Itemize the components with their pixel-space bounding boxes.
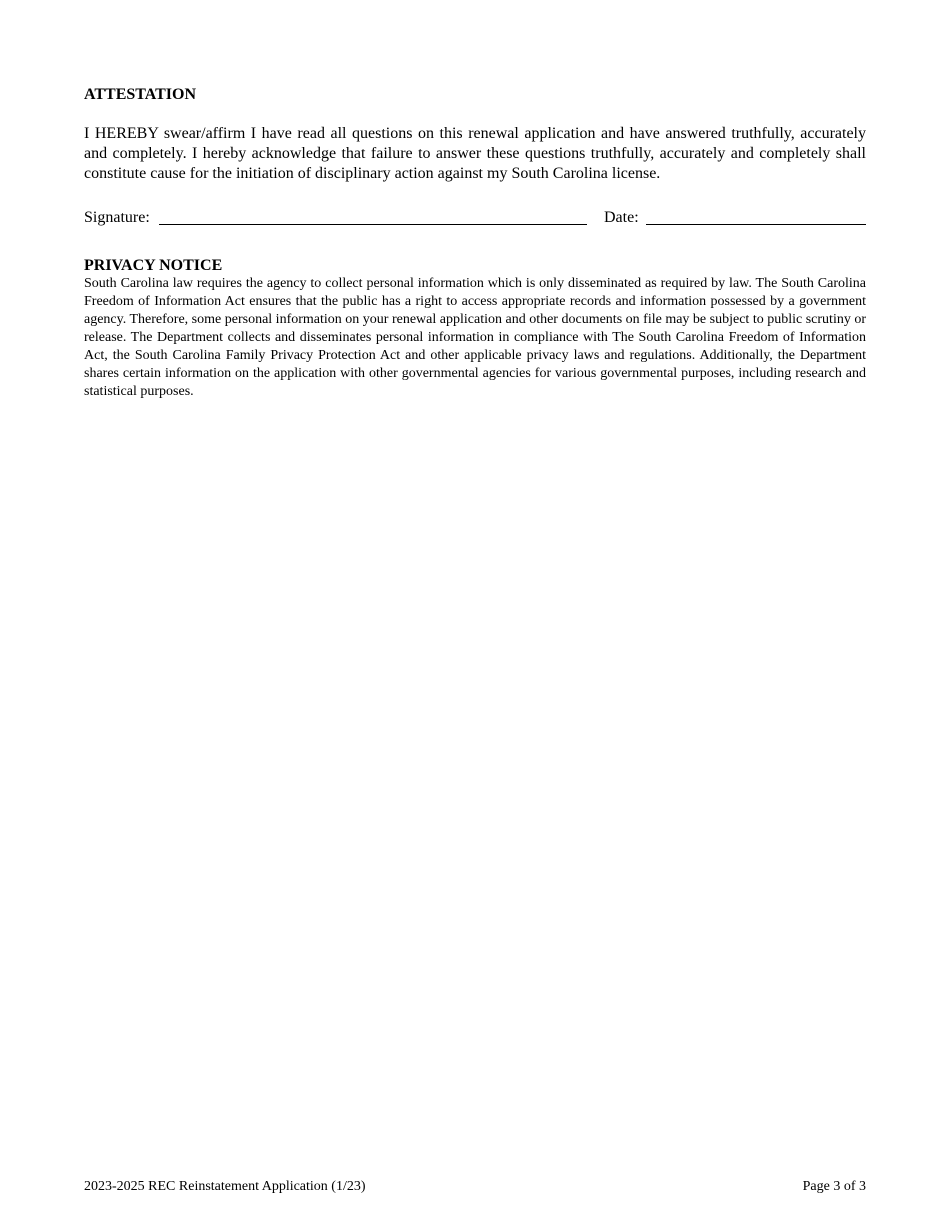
date-field[interactable] xyxy=(646,224,866,225)
attestation-statement: I HEREBY swear/affirm I have read all questions on this renewal application and have answered truthfully, accurately and completely. I hereby acknowledge that failure to answer these questions truthfully, accurately and completely shall constitute cause for the initiation of disciplinary action against my South Carolina license. xyxy=(84,125,866,182)
privacy-notice-text: South Carolina law requires the agency to collect personal information which is only disseminated as required by law. The South Carolina Freedom of Information Act ensures that the public has a right to access appropriate records and information possessed by a government agency. Therefore, some personal information on your renewal application and other documents on file may be subject to public scrutiny or release. The Department collects and disseminates personal information in compliance with The South Carolina Freedom of Information Act, the South Carolina Family Privacy Protection Act and other applicable privacy laws and regulations. Additionally, the Department shares certain information on the application with other governmental agencies for various governmental purposes, including research and statistical purposes. xyxy=(84,276,866,399)
signature-row xyxy=(84,207,866,229)
footer-page-number: Page 3 of 3 xyxy=(802,1179,866,1194)
signature-field[interactable] xyxy=(159,224,587,225)
attestation-heading: ATTESTATION xyxy=(84,86,197,103)
date-label: Date: xyxy=(604,209,639,226)
privacy-notice-heading: PRIVACY NOTICE xyxy=(84,257,223,274)
footer-form-id: 2023-2025 REC Reinstatement Application (1/23) xyxy=(84,1179,366,1194)
signature-label: Signature: xyxy=(84,209,150,226)
